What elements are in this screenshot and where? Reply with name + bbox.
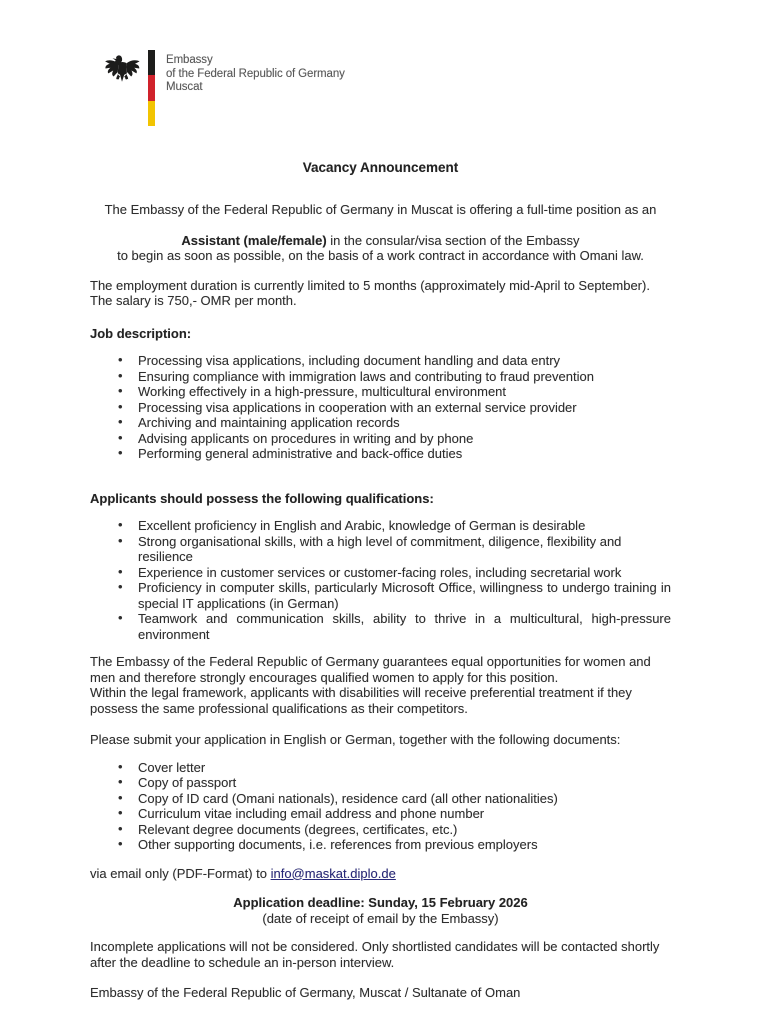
intro-paragraph: The Embassy of the Federal Republic of Germany in Muscat is offering a full-time position as an [104, 202, 657, 217]
position-start-line: to begin as soon as possible, on the basis of a work contract in accordance with Omani law. [117, 248, 644, 263]
email-link[interactable]: info@maskat.diplo.de [270, 865, 396, 881]
employment-line-1: The employment duration is currently limited to 5 months (approximately mid-April to September). [90, 277, 650, 293]
list-item: • Excellent proficiency in English and Arabic, knowledge of German is desirable [138, 518, 671, 534]
list-item: • Strong organisational skills, with a high level of commitment, diligence, flexibility and resilience [138, 534, 671, 565]
list-item: • Curriculum vitae including email address and phone number [138, 806, 671, 822]
closing-note: Incomplete applications will not be considered. Only shortlisted candidates will be contacted shortly after the deadline to schedule an in-person interview. [90, 939, 660, 970]
list-item: • Proficiency in computer skills, particularly Microsoft Office, willingness to undergo training in special IT applications (in German) [138, 580, 671, 611]
list-item: • Performing general administrative and back-office duties [138, 446, 671, 462]
list-item: • Other supporting documents, i.e. references from previous employers [138, 837, 671, 853]
list-item: • Ensuring compliance with immigration laws and contributing to fraud prevention [138, 369, 671, 385]
deadline-line: Application deadline: Sunday, 15 February 2026 [233, 895, 528, 910]
qualifications-list [90, 518, 671, 642]
logo-line-3: Muscat [166, 81, 203, 93]
equal-opportunity-paragraph [90, 654, 671, 716]
list-item: • Advising applicants on procedures in writing and by phone [138, 431, 671, 447]
list-item: • Copy of ID card (Omani nationals), residence card (all other nationalities) [138, 791, 671, 807]
position-role: Assistant (male/female) [181, 232, 327, 248]
email-prefix: via email only (PDF-Format) to [90, 865, 271, 881]
job-description-heading: Job description: [90, 325, 192, 341]
list-item: • Processing visa applications, including document handling and data entry [138, 353, 671, 369]
flag-red-segment [148, 75, 155, 100]
position-line [181, 233, 579, 248]
equal-opportunity-line-2: Within the legal framework, applicants with disabilities will receive preferential treatment if they possess the same professional qualifications as their competitors. [90, 685, 632, 716]
list-item: • Archiving and maintaining application records [138, 415, 671, 431]
list-item: • Teamwork and communication skills, ability to thrive in a multicultural, high-pressure environment [138, 611, 671, 642]
job-description-list [90, 353, 671, 462]
submission-intro: Please submit your application in English or German, together with the following documents: [90, 732, 621, 747]
flag-black-segment [148, 50, 155, 75]
email-line [90, 866, 671, 882]
list-item: • Experience in customer services or customer-facing roles, including secretarial work [138, 565, 671, 581]
german-flag-stripe [148, 50, 155, 126]
equal-opportunity-line-1: The Embassy of the Federal Republic of Germany guarantees equal opportunities for women and men and therefore strongly encourages qualified women to apply for this position. [90, 654, 651, 685]
logo-line-2: of the Federal Republic of Germany [166, 67, 345, 80]
employment-line-2: The salary is 750,- OMR per month. [90, 293, 297, 308]
deadline-block [90, 895, 671, 926]
list-item: • Cover letter [138, 760, 671, 776]
qualifications-heading: Applicants should possess the following qualifications: [90, 490, 434, 506]
logo-line-1: Embassy [166, 54, 213, 66]
employment-paragraph [90, 278, 671, 309]
deadline-note: (date of receipt of email by the Embassy) [262, 910, 499, 926]
documents-list [90, 760, 671, 853]
list-item: • Working effectively in a high-pressure, multicultural environment [138, 384, 671, 400]
signature-line: Embassy of the Federal Republic of Germany, Muscat / Sultanate of Oman [90, 985, 521, 1000]
list-item: • Copy of passport [138, 775, 671, 791]
position-role-rest: in the consular/visa section of the Embassy [326, 232, 580, 248]
list-item: • Relevant degree documents (degrees, certificates, etc.) [138, 822, 671, 838]
document-title: Vacancy Announcement [302, 160, 459, 175]
embassy-logo [104, 50, 671, 126]
list-item: • Processing visa applications in cooperation with an external service provider [138, 400, 671, 416]
federal-eagle-icon [104, 53, 140, 86]
position-paragraph [90, 233, 671, 264]
flag-gold-segment [148, 101, 155, 126]
embassy-logo-text [166, 54, 345, 95]
